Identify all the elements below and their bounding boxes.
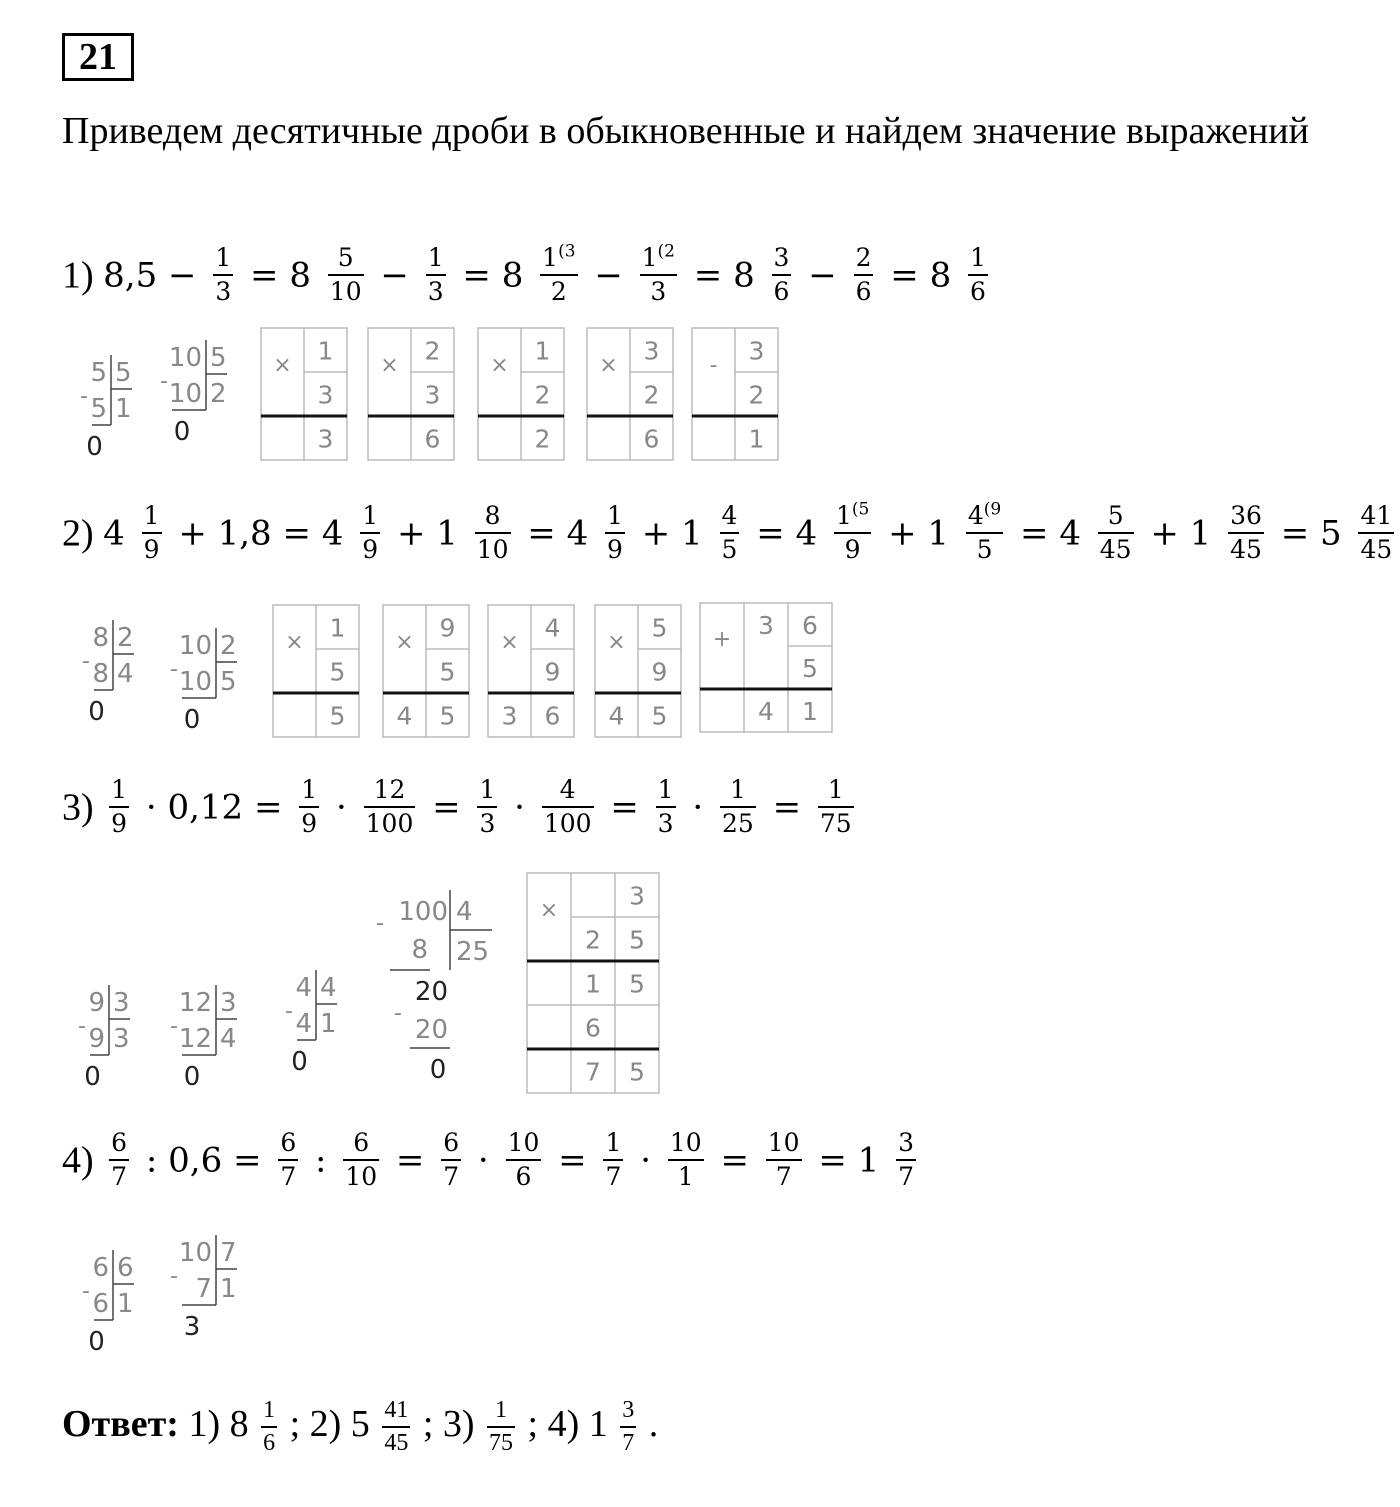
- fraction: $\frac{1^{(3}}{2}$: [542, 241, 576, 307]
- math-text: 8,5 −: [103, 255, 208, 296]
- math-text: 4: [103, 513, 136, 554]
- math-text: = 8: [683, 255, 766, 296]
- grid-digit: 6: [544, 701, 561, 731]
- grid-digit: 4: [608, 701, 625, 731]
- fraction: $\frac{8}{10}$: [476, 501, 509, 565]
- fraction: $\frac{1}{7}$: [605, 1128, 622, 1192]
- calculations-row-2: [0, 600, 860, 745]
- fraction: $\frac{5}{10}$: [329, 243, 362, 307]
- grid-digit: 4: [758, 696, 774, 726]
- equation-2: [62, 499, 1400, 565]
- math-text: : 0,6 =: [135, 1140, 273, 1181]
- grid-digit: 6: [802, 610, 818, 640]
- fraction: $\frac{1}{9}$: [362, 501, 379, 565]
- fraction: $\frac{1}{75}$: [819, 775, 852, 839]
- grid-digit: 5: [439, 657, 456, 687]
- fraction: $\frac{3}{6}$: [773, 243, 790, 307]
- fraction: $\frac{1}{9}$: [111, 775, 128, 839]
- math-text: 1) 8: [188, 1402, 259, 1445]
- math-text: =: [385, 1140, 436, 1181]
- grid-digit: 3: [643, 336, 660, 366]
- grid-digit: 2: [585, 925, 601, 955]
- division-remainder: 0: [291, 1047, 308, 1077]
- fraction: $\frac{4}{5}$: [721, 501, 738, 565]
- operation-sign: ×: [607, 630, 626, 655]
- equation-1: [62, 241, 994, 307]
- division-divisor: 6: [117, 1253, 134, 1283]
- division-quotient: 2: [210, 379, 227, 409]
- math-text: = 1: [807, 1140, 891, 1181]
- operation-sign: ×: [500, 630, 519, 655]
- division-remainder: 0: [173, 417, 191, 447]
- division-quotient: 1: [115, 394, 132, 424]
- fraction: $\frac{10}{1}$: [669, 1128, 702, 1192]
- grid-digit: 2: [424, 336, 441, 366]
- division-quotient: 5: [220, 667, 237, 697]
- fraction: $\frac{2}{6}$: [855, 243, 872, 307]
- fraction: $\frac{6}{7}$: [280, 1128, 297, 1192]
- division-quotient: 4: [117, 659, 134, 689]
- grid-digit: 9: [651, 657, 668, 687]
- operation-sign: -: [709, 353, 718, 378]
- math-text: =: [761, 787, 812, 828]
- grid-digit: 4: [544, 613, 561, 643]
- grid-digit: 4: [396, 701, 413, 731]
- division-subtrahend: 10: [168, 379, 202, 409]
- math-text: + 1: [877, 513, 960, 554]
- math-text: =: [547, 1140, 598, 1181]
- operation-sign: +: [712, 627, 732, 652]
- division-dividend: 12: [178, 988, 212, 1018]
- division-divisor: 2: [117, 623, 134, 653]
- division-subtrahend: 8: [411, 935, 428, 965]
- math-text: + 1: [630, 513, 714, 554]
- grid-digit: 1: [534, 336, 551, 366]
- fraction: $\frac{1}{3}$: [657, 775, 674, 839]
- division-subtrahend: 6: [92, 1289, 109, 1319]
- math-text: · 0,12 =: [135, 787, 294, 828]
- math-text: + 1: [386, 513, 469, 554]
- division-subtrahend: 12: [178, 1024, 212, 1054]
- grid-digit: 1: [329, 613, 346, 643]
- division-dividend: 10: [178, 631, 212, 661]
- grid-digit: 3: [629, 881, 645, 911]
- division-quotient: 25: [456, 937, 490, 967]
- grid-digit: 5: [629, 1057, 645, 1087]
- division-remainder: 0: [88, 697, 105, 727]
- math-text: = 4: [745, 513, 828, 554]
- equation-3: [62, 777, 860, 838]
- grid-digit: 5: [329, 701, 346, 731]
- minus-sign: -: [285, 999, 293, 1024]
- grid-digit: 2: [534, 424, 551, 454]
- math-text: −: [797, 255, 848, 296]
- minus-sign: -: [82, 649, 90, 674]
- division-dividend: 5: [90, 358, 107, 388]
- math-text: = 8: [451, 255, 535, 296]
- math-text: .: [639, 1402, 659, 1445]
- math-text: ·: [467, 1140, 500, 1181]
- minus-sign: -: [394, 1001, 402, 1026]
- fraction: $\frac{1}{3}$: [427, 243, 444, 307]
- equation-4: [62, 1130, 922, 1191]
- division-subtrahend: 4: [295, 1009, 312, 1039]
- division-divisor: 7: [220, 1238, 237, 1268]
- fraction: $\frac{6}{7}$: [111, 1128, 128, 1192]
- minus-sign: -: [82, 1279, 90, 1304]
- minus-sign: -: [170, 1264, 178, 1289]
- calculations-row-1: [0, 320, 820, 470]
- math-text: ·: [503, 787, 536, 828]
- division-remainder: 3: [183, 1312, 201, 1342]
- minus-sign: -: [170, 1014, 178, 1039]
- grid-digit: 3: [317, 424, 334, 454]
- math-text: + 1,8 = 4: [167, 513, 355, 554]
- grid-digit: 3: [501, 701, 518, 731]
- division-dividend: 4: [295, 973, 312, 1003]
- fraction: $\frac{4^{(9}}{5}$: [967, 499, 1002, 565]
- division-quotient: 1: [117, 1289, 134, 1319]
- fraction: $\frac{3}{7}$: [898, 1128, 915, 1192]
- minus-sign: -: [170, 657, 178, 682]
- equation-label: 4): [62, 1139, 104, 1182]
- math-text: ·: [325, 787, 358, 828]
- division-dividend: 6: [92, 1253, 109, 1283]
- division-subtrahend: 9: [88, 1024, 105, 1054]
- division-divisor: 3: [113, 988, 130, 1018]
- fraction: $\frac{1}{3}$: [215, 243, 232, 307]
- answer-label: Ответ:: [62, 1402, 179, 1445]
- grid-digit: 2: [748, 380, 765, 410]
- grid-digit: 6: [643, 424, 660, 454]
- minus-sign: -: [78, 1014, 86, 1039]
- fraction: $\frac{1}{6}$: [263, 1397, 276, 1457]
- division-divisor: 5: [115, 358, 132, 388]
- grid-digit: 3: [748, 336, 765, 366]
- division-subtrahend: 10: [178, 667, 212, 697]
- fraction: $\frac{1}{9}$: [301, 775, 318, 839]
- minus-sign: -: [160, 369, 168, 394]
- division-remainder: 0: [86, 432, 103, 462]
- fraction: $\frac{6}{10}$: [345, 1128, 378, 1192]
- division-divisor: 3: [220, 988, 237, 1018]
- division-divisor: 4: [456, 897, 473, 927]
- division-divisor: 5: [210, 343, 227, 373]
- grid-digit: 5: [651, 613, 668, 643]
- minus-sign: -: [376, 911, 384, 936]
- grid-digit: 2: [643, 380, 660, 410]
- calculations-row-4: [0, 1230, 300, 1360]
- fraction: $\frac{1}{9}$: [607, 501, 623, 565]
- fraction: $\frac{41}{45}$: [1360, 501, 1393, 565]
- division-divisor: 2: [220, 631, 237, 661]
- operation-sign: ×: [539, 898, 559, 923]
- math-text: ; 3): [413, 1402, 485, 1445]
- division-divisor: 4: [320, 973, 337, 1003]
- grid-digit: 1: [585, 969, 601, 999]
- grid-digit: 3: [758, 610, 774, 640]
- operation-sign: ×: [285, 630, 304, 655]
- fraction: $\frac{41}{45}$: [384, 1397, 409, 1457]
- grid-digit: 6: [424, 424, 441, 454]
- division-remainder: 0: [183, 1062, 201, 1092]
- operation-sign: ×: [490, 353, 509, 378]
- division-quotient: 1: [220, 1274, 237, 1304]
- grid-digit: 9: [439, 613, 456, 643]
- grid-digit: 5: [651, 701, 668, 731]
- fraction: $\frac{1^{(5}}{9}$: [835, 499, 870, 565]
- division-subtrahend: 7: [195, 1274, 212, 1304]
- operation-sign: ×: [395, 630, 414, 655]
- grid-digit: 5: [629, 969, 645, 999]
- math-text: = 8: [239, 255, 322, 296]
- fraction: $\frac{10}{6}$: [507, 1128, 540, 1192]
- fraction: $\frac{10}{7}$: [767, 1128, 800, 1192]
- calculations-row-3: [0, 870, 700, 1100]
- math-text: ·: [681, 787, 714, 828]
- equation-label: 1): [62, 254, 104, 297]
- fraction: $\frac{1}{25}$: [721, 775, 754, 839]
- math-text: ·: [629, 1140, 662, 1181]
- equation-label: 3): [62, 786, 104, 829]
- math-text: =: [709, 1140, 760, 1181]
- division-partial: 20: [414, 977, 448, 1007]
- fraction: $\frac{1}{6}$: [970, 243, 986, 307]
- minus-sign: -: [80, 384, 88, 409]
- fraction: $\frac{1}{75}$: [489, 1397, 514, 1457]
- division-dividend: 10: [168, 343, 202, 373]
- grid-digit: 7: [585, 1057, 601, 1087]
- grid-digit: 1: [748, 424, 765, 454]
- fraction: $\frac{3}{7}$: [622, 1397, 635, 1457]
- division-dividend: 10: [178, 1238, 212, 1268]
- grid-digit: 2: [534, 380, 551, 410]
- task-number: 21: [62, 33, 134, 81]
- math-text: −: [369, 255, 420, 296]
- division-remainder: 0: [429, 1055, 447, 1085]
- math-text: ; 2) 5: [280, 1402, 380, 1445]
- operation-sign: ×: [599, 353, 618, 378]
- fraction: $\frac{4}{100}$: [543, 775, 592, 839]
- grid-digit: 1: [317, 336, 334, 366]
- fraction: $\frac{1}{3}$: [479, 775, 496, 839]
- division-dividend: 9: [88, 988, 105, 1018]
- grid-digit: 5: [439, 701, 456, 731]
- math-text: = 4: [516, 513, 600, 554]
- math-text: =: [421, 787, 472, 828]
- division-dividend: 8: [92, 623, 109, 653]
- grid-digit: 3: [317, 380, 334, 410]
- math-text: = 4: [1009, 513, 1092, 554]
- grid-digit: 9: [544, 657, 561, 687]
- division-subtrahend: 5: [90, 394, 107, 424]
- division-quotient: 3: [113, 1024, 130, 1054]
- division-remainder: 0: [183, 705, 201, 735]
- division-quotient: 4: [220, 1024, 237, 1054]
- division-dividend: 100: [398, 897, 448, 927]
- grid-digit: 5: [802, 653, 818, 683]
- grid-digit: 3: [424, 380, 441, 410]
- math-text: :: [304, 1140, 338, 1181]
- fraction: $\frac{1^{(2}}{3}$: [641, 241, 675, 307]
- division-remainder: 0: [88, 1327, 105, 1357]
- fraction: $\frac{12}{100}$: [365, 775, 414, 839]
- answer-line: [62, 1398, 658, 1456]
- grid-digit: 5: [629, 925, 645, 955]
- division-subtrahend: 20: [414, 1015, 448, 1045]
- fraction: $\frac{1}{9}$: [143, 501, 160, 565]
- fraction: $\frac{6}{7}$: [443, 1128, 460, 1192]
- math-text: =: [599, 787, 650, 828]
- math-text: ; 4) 1: [518, 1402, 618, 1445]
- fraction: $\frac{5}{45}$: [1099, 501, 1132, 565]
- grid-digit: 5: [329, 657, 346, 687]
- fraction: $\frac{36}{45}$: [1230, 501, 1262, 565]
- operation-sign: ×: [273, 353, 292, 378]
- grid-digit: 6: [585, 1013, 601, 1043]
- equation-label: 2): [62, 512, 104, 555]
- division-subtrahend: 8: [92, 659, 109, 689]
- grid-digit: 1: [802, 696, 818, 726]
- operation-sign: ×: [380, 353, 399, 378]
- division-remainder: 0: [84, 1062, 101, 1092]
- intro-text: Приведем десятичные дроби в обыкновенные и найдем значение выражений: [62, 110, 1309, 152]
- math-text: + 1: [1139, 513, 1223, 554]
- math-text: = 5: [1269, 513, 1353, 554]
- math-text: −: [583, 255, 634, 296]
- math-text: = 8: [879, 255, 963, 296]
- division-quotient: 1: [320, 1009, 337, 1039]
